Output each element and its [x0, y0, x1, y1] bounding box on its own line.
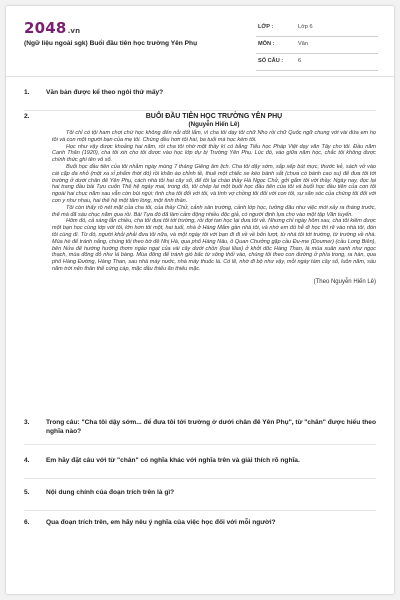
logo-suffix: .vn [67, 27, 81, 35]
document-header [6, 6, 394, 76]
question-divider [24, 478, 376, 479]
meta-value: Lớp 6 [298, 24, 313, 30]
logo-main: 2048 [24, 19, 67, 37]
question-divider [24, 444, 376, 445]
passage-author: (Nguyễn Hiến Lê) [188, 121, 240, 128]
meta-value: Văn [298, 41, 308, 47]
passage-source: (Theo Nguyễn Hiến Lê) [313, 278, 376, 285]
passage-paragraph: Tôi chỉ có tội ham chơi chứ học không đến nỗi dốt lắm, vì cha tôi dạy tôi chữ Nho rồi chữ Quốc ngữ chung với vài đứa em họ tôi và con một người bạn của mẹ tôi. Chúng đều hơn tôi hai, ba tuổi mà học kém tôi. [52, 130, 376, 143]
meta-row-subject [256, 37, 378, 54]
question-number: 4. [24, 457, 30, 464]
meta-value: 6 [298, 58, 302, 64]
question-number: 6. [24, 519, 30, 526]
question-number: 3. [24, 419, 30, 426]
question-divider [24, 110, 376, 111]
question-number: 2. [24, 113, 30, 120]
reading-passage [52, 112, 376, 285]
question-text: Qua đoạn trích trên, em hãy nêu ý nghĩa của việc học đối với mỗi người? [46, 519, 276, 526]
question-number: 5. [24, 489, 30, 496]
question-text: Trong câu: "Cha tôi dậy sớm... để đưa tôi tới trường ở dưới chân đê Yên Phụ", từ "chân" được hiểu theo nghĩa nào? [46, 419, 376, 435]
question-text: Văn bản được kể theo ngôi thứ mấy? [46, 89, 164, 96]
meta-row-question-count [256, 54, 378, 71]
site-logo[interactable] [24, 19, 80, 37]
question-text: Nội dung chính của đoạn trích trên là gì? [46, 489, 175, 496]
passage-paragraph: Buổi học đầu tiên của tôi nhằm ngày mùng 7 tháng Giêng âm lịch. Cha tôi dậy sớm, sắp xếp bút mực, thước kẻ, sách vở vào cái cặp da nhỏ (một xa xỉ phẩm thời đó) rồi khăn áo chỉnh tề, thuê một chiếc xe kéo bánh sắt (chưa có bánh cao su) để đưa tôi tới trường ở dưới chân đê Yên Phụ, cách nhà tôi hai cây số, để tôi lại chào thầy Hà Ngọc Chử, gởi gắm tôi với thầy. Ngày nay, đọc lại hai trang đầu bài Tựu cuốn Thế hệ ngày mai, trong đó, tôi chép lại một buổi học đầu tiên của tôi và buổi học đầu tiên của con tôi ngoài hai chục năm sau vẫn còn bùi ngùi: tình cha tôi đối với tôi, và tình vợ chồng tôi đối với con tôi, sự săn sóc của chúng tôi đối với con y như nhau, hai thế hệ một tấm lòng, một tình thần. [52, 163, 376, 204]
passage-title: BUỔI ĐẦU TIÊN HỌC TRƯỜNG YÊN PHỤ [145, 113, 283, 120]
meta-key: SỐ CÂU : [258, 58, 284, 64]
document-page [6, 6, 394, 594]
passage-paragraph: Tôi còn thấy rõ nét mặt của cha tôi, của thầy Chử, cảnh sân trường, cảnh lớp học, tưởng đâu như việc mới xảy ra tháng trước, thế mà đã sáu chục năm qua rồi. Bài Tựa đó đã làm cảm động nhiều độc giả, có người định lựa cho vào một tập Văn tuyển. [52, 204, 376, 218]
question-number: 1. [24, 89, 30, 96]
meta-row-class [256, 20, 378, 37]
question-text: Em hãy đặt câu với từ "chân" có nghĩa khác với nghĩa trên và giải thích rõ nghĩa. [46, 457, 300, 464]
passage-paragraph: Hôm đó, cả sáng lẫn chiều, cha tôi đưa tôi tới trường, rồi đợi tan học lại đưa tôi về. Nhưng chỉ ngày hôm sau, cha tôi kiếm được một bạn học cùng lớp với tôi, lớn hơn tôi một, hai tuổi, nhà ở Hàng Mắm gần nhà tôi, và nhờ em đó hễ đi học thì rẽ vào nhà tôi, đón tôi cùng đi. Từ đó, người khỏi phải đưa tôi nữa, và một ngày tôi với bạn đi đi về về bốn lượt, từ nhà tôi tới trường, từ trường về nhà. Mùa hè để tránh nắng, chúng tôi theo bờ đê Nhị Hà, qua phố Hàng Nâu, ô Quan Chưởng gặp cầu Đu-me (Doumer) (cầu Long Biên), bên Nửa để hướng hướng thơm ngào ngạt của vài cây dưới chồn (loại lilas) ở khởi dốc Hàng Than, là mùa xuân xanh như ngọc thạch, mùa đông đỏ như lá bàng. Mùa đông để tránh gió bấc từ sông thổi vào, chúng tôi theo con đường ở phía trong, ra hàn, qua phố Hàng Đường, Hàng Than, sau nhà máy nước, nhà máy thuốc lá. Có lẽ, nhờ đi bộ như vậy, mỗi ngày tám cây số, luôn năm, sáu năm trời nên thân thể cứng cáp, mặc dầu thiếu ăn thiếu mặc. [52, 218, 376, 272]
passage-paragraph: Học như vậy được khoảng hai năm, rồi cha tôi nhờ một thầy kí có bằng Tiểu học Pháp Việt dạy văn Tây cho tôi. Đầu năm Canh Thân (1920), cha tôi xin cho tôi được vào học lớp dự bị Trường Yên Phụ. Lúc đó, vào giữa năm học, chắc tôi không được chính thức ghi tên vô sổ. [52, 143, 376, 164]
document-title: (Ngữ liệu ngoài sgk) Buổi đầu tiên học trường Yên Phụ [24, 40, 198, 47]
meta-table [256, 20, 378, 71]
meta-key: MÔN : [258, 41, 275, 47]
question-divider [24, 510, 376, 511]
meta-key: LỚP : [258, 24, 274, 30]
header-divider [6, 76, 394, 77]
